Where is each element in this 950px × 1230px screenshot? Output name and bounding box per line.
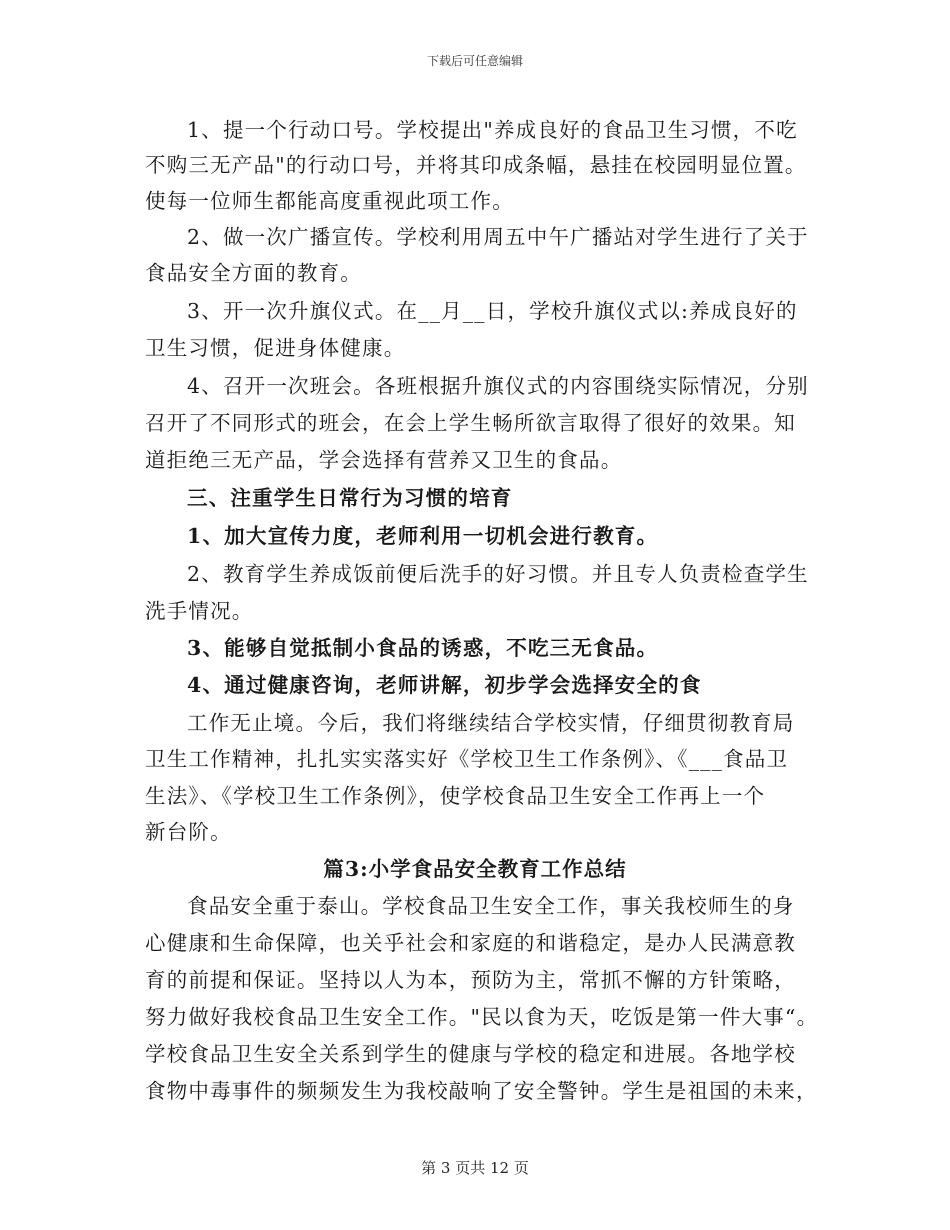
paragraph-line: 工作无止境。今后，我们将继续结合学校实情，仔细贯彻教育局	[187, 711, 795, 735]
paragraph-line: 使每一位师生都能高度重视此项工作。	[145, 189, 514, 213]
paragraph-line: 卫生习惯，促进身体健康。	[145, 336, 406, 360]
total-page-number: 12	[490, 1159, 510, 1177]
paragraph-line: 道拒绝三无产品，学会选择有营养又卫生的食品。	[145, 448, 623, 472]
section-heading: 三、注重学生日常行为习惯的培育	[187, 486, 513, 510]
page-header: 下载后可任意编辑	[426, 54, 523, 68]
bold-item: 4、通过健康咨询，老师讲解，初步学会选择安全的食	[187, 673, 702, 697]
bold-item: 1、加大宣传力度，老师利用一切机会进行教育。	[187, 524, 659, 548]
footer-prefix: 第	[421, 1159, 437, 1177]
paragraph-line: 2、做一次广播宣传。学校利用周五中午广播站对学生进行了关于	[187, 225, 809, 249]
bold-item: 3、能够自觉抵制小食品的诱惑，不吃三无食品。	[187, 636, 659, 660]
paragraph-line: 洗手情况。	[145, 599, 254, 623]
page-footer	[0, 1157, 950, 1178]
article-title: 篇3:小学食品安全教育工作总结	[323, 857, 627, 881]
current-page-number: 3	[440, 1159, 451, 1177]
paragraph-line: 新台阶。	[145, 820, 232, 844]
paragraph-line: 育的前提和保证。坚持以人为本，预防为主，常抓不懈的方针策略，	[145, 968, 796, 992]
paragraph-line: 努力做好我校食品卫生安全工作。"民以食为天，吃饭是第一件大事“。	[145, 1005, 819, 1029]
paragraph-line: 4、召开一次班会。各班根据升旗仪式的内容围绕实际情况，分别	[187, 374, 809, 398]
paragraph-line: 卫生工作精神，扎扎实实落实好《学校卫生工作条例》、《___食品卫	[145, 747, 789, 771]
paragraph-line: 食品安全方面的教育。	[145, 261, 362, 285]
footer-middle: 页共	[455, 1159, 486, 1177]
paragraph-line: 不购三无产品"的行动口号，并将其印成条幅，悬挂在校园明显位置。	[145, 153, 807, 177]
paragraph-line: 食品安全重于泰山。学校食品卫生安全工作，事关我校师生的身	[187, 894, 795, 918]
footer-suffix: 页	[513, 1159, 529, 1177]
paragraph-line: 1、提一个行动口号。学校提出"养成良好的食品卫生习惯，不吃	[187, 118, 798, 142]
paragraph-line: 3、开一次升旗仪式。在__月__日，学校升旗仪式以:养成良好的	[187, 299, 798, 323]
paragraph-line: 学校食品卫生安全关系到学生的健康与学校的稳定和进展。各地学校	[145, 1042, 796, 1066]
paragraph-line: 食物中毒事件的频频发生为我校敲响了安全警钟。学生是祖国的未来，	[145, 1079, 818, 1103]
paragraph-line: 2、教育学生养成饭前便后洗手的好习惯。并且专人负责检查学生	[187, 562, 809, 586]
paragraph-line: 心健康和生命保障，也关乎社会和家庭的和谐稳定，是办人民满意教	[145, 931, 796, 955]
paragraph-line: 生法》、《学校卫生工作条例》，使学校食品卫生安全工作再上一个	[145, 784, 766, 808]
paragraph-line: 召开了不同形式的班会，在会上学生畅所欲言取得了很好的效果。知	[145, 411, 796, 435]
